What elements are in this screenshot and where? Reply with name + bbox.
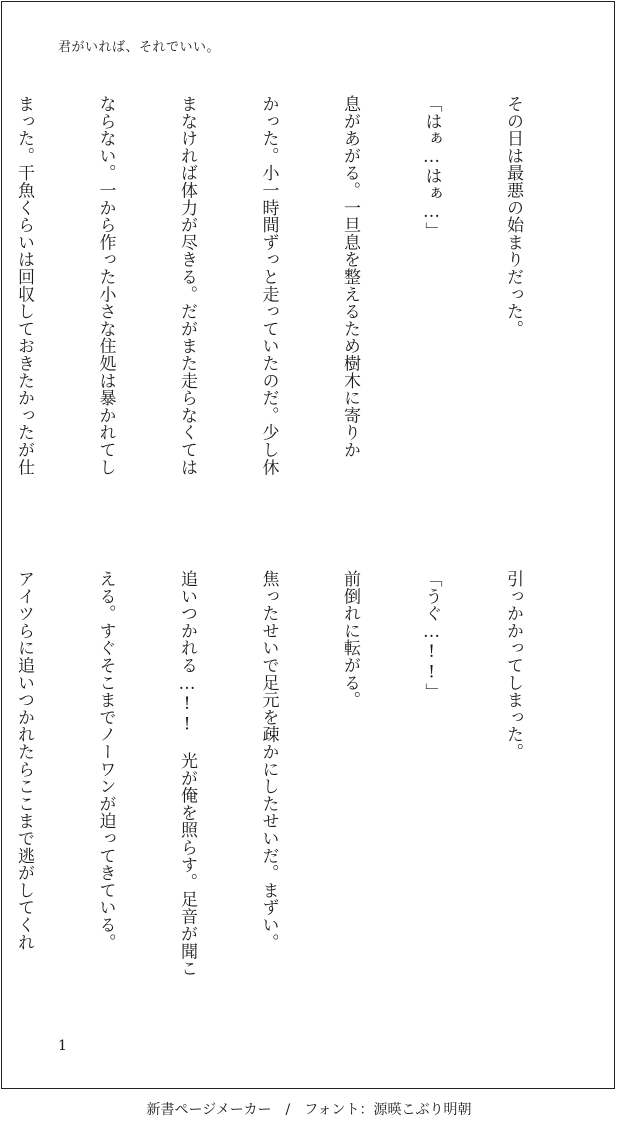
footer-separator: / bbox=[285, 1102, 291, 1118]
text-line: かった。小一時間ずっと走っていたのだ。少し休 bbox=[258, 95, 279, 476]
text-line: 引っかかってしまった。 bbox=[503, 570, 523, 761]
lower-text-block bbox=[0, 570, 573, 1010]
footer-credit bbox=[0, 1099, 618, 1119]
text-line: 「はぁ…はぁ…」 bbox=[421, 95, 442, 240]
text-line: まった。干魚くらいは回収しておきたかったが仕 bbox=[14, 95, 34, 476]
text-line: その日は最悪の始まりだった。 bbox=[503, 95, 523, 338]
book-title: 君がいれば、それでいい。 bbox=[58, 40, 221, 55]
text-line: 追いつかれる…!! 光が俺を照らす。足音が聞こ bbox=[177, 570, 197, 977]
page-number: 1 bbox=[58, 1038, 67, 1054]
text-line: 息があがる。一旦息を整えるため樹木に寄りか bbox=[340, 95, 360, 459]
font-credit: フォント：源暎こぶり明朝 bbox=[304, 1102, 472, 1118]
text-line: ならない。一から作った小さな住処は暴かれてし bbox=[95, 95, 116, 476]
text-line: 焦ったせいで足元を疎かにしたせいだ。まずい。 bbox=[258, 570, 279, 951]
text-line: まなければ体力が尽きる。だがまた走らなくては bbox=[177, 95, 197, 476]
text-line: 「うぐ…!!」 bbox=[421, 570, 442, 701]
text-line: アイツらに追いつかれたらここまで逃がしてくれ bbox=[14, 570, 34, 951]
text-line: える。すぐそこまでノーワンが迫ってきている。 bbox=[95, 570, 116, 951]
book-page bbox=[1, 1, 615, 1089]
upper-text-block bbox=[0, 95, 573, 535]
generator-name: 新書ページメーカー bbox=[146, 1102, 272, 1118]
text-line: 前倒れに転がる。 bbox=[340, 570, 360, 709]
